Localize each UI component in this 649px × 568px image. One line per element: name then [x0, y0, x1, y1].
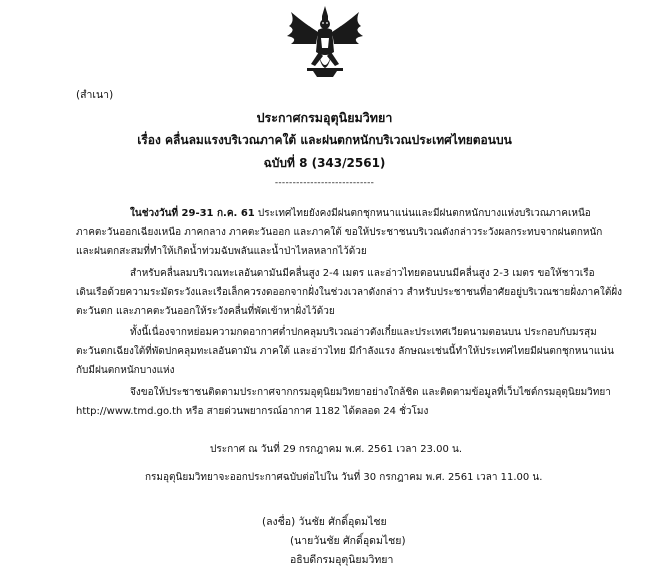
paragraph-2-line-3: ตะวันตก และภาคตะวันออกให้ระวังคลื่นที่พัดเข้าหาฝั่งไว้ด้วย: [76, 306, 335, 317]
paragraph-1-line-2: ภาคตะวันออกเฉียงเหนือ ภาคกลาง ภาคตะวันออก และภาคใต้ ขอให้ประชาชนบริเวณดังกล่าวระวังผลกระทบจากฝนตกหนัก: [76, 227, 603, 238]
paragraph-4-line-2: http://www.tmd.go.th หรือ สายด่วนพยากรณ์อากาศ 1182 ได้ตลอด 24 ชั่วโมง: [76, 406, 429, 417]
issue-number: ฉบับที่ 8 (343/2561): [263, 156, 386, 170]
garuda-emblem: [283, 4, 367, 80]
paragraph-3-line-3: กับมีฝนตกหนักบางแห่ง: [76, 365, 175, 376]
signature-line: (ลงชื่อ) วันชัย ศักดิ์อุดมไชย: [262, 516, 387, 528]
paragraph-3-line-1: ทั้งนี้เนื่องจากหย่อมความกดอากาศต่ำปกคลุมบริเวณอ่าวตังเกี๋ยและประเทศเวียดนามตอนบน ประกอบกับมรสุม: [130, 327, 597, 338]
divider: ----------------------------: [274, 178, 375, 188]
paragraph-1-line-3: และฝนตกสะสมที่ทำให้เกิดน้ำท่วมฉับพลันและน้ำป่าไหลหลากไว้ด้วย: [76, 246, 367, 257]
announced-datetime: ประกาศ ณ วันที่ 29 กรกฎาคม พ.ศ. 2561 เวลา 23.00 น.: [210, 444, 463, 455]
signatory-name: (นายวันชัย ศักดิ์อุดมไชย): [290, 535, 406, 547]
paragraph-2-line-2: เดินเรือด้วยความระมัดระวังและเรือเล็กควรงดออกจากฝั่งในช่วงเวลาดังกล่าว สำหรับประชาชนที่อาศัยอยู่บริเวณชายฝั่งภาคใต้ฝั่ง: [76, 287, 623, 298]
next-issue-notice: กรมอุตุนิยมวิทยาจะออกประกาศฉบับต่อไปใน วันที่ 30 กรกฎาคม พ.ศ. 2561 เวลา 11.00 น.: [145, 472, 543, 483]
announcement-subject: เรื่อง คลื่นลมแรงบริเวณภาคใต้ และฝนตกหนักบริเวณประเทศไทยตอนบน: [137, 133, 512, 147]
copy-label: (สำเนา): [76, 89, 114, 101]
announcement-title: ประกาศกรมอุตุนิยมวิทยา: [256, 110, 393, 125]
paragraph-3-line-2: ตะวันตกเฉียงใต้ที่พัดปกคลุมทะเลอันดามัน ภาคใต้ และอ่าวไทย มีกำลังแรง ลักษณะเช่นนี้ทำให้ประเทศไทยมีฝนตกชุกหนาแน่น: [76, 346, 614, 357]
signatory-position: อธิบดีกรมอุตุนิยมวิทยา: [290, 554, 394, 566]
paragraph-2-line-1: สำหรับคลื่นลมบริเวณทะเลอันดามันมีคลื่นสูง 2-4 เมตร และอ่าวไทยตอนบนมีคลื่นสูง 2-3 เมตร ขอให้ชาวเรือ: [130, 268, 595, 279]
date-range: ในช่วงวันที่ 29-31 ก.ค. 61: [130, 208, 255, 219]
paragraph-4-line-1: จึงขอให้ประชาชนติดตามประกาศจากกรมอุตุนิยมวิทยาอย่างใกล้ชิด และติดตามข้อมูลที่เว็บไซต์กรมอุตุนิยมวิทยา: [130, 387, 611, 398]
paragraph-1-line-1: ในช่วงวันที่ 29-31 ก.ค. 61 ประเทศไทยยังคงมีฝนตกชุกหนาแน่นและมีฝนตกหนักบางแห่งบริเวณภาคเหนือ: [130, 208, 591, 219]
